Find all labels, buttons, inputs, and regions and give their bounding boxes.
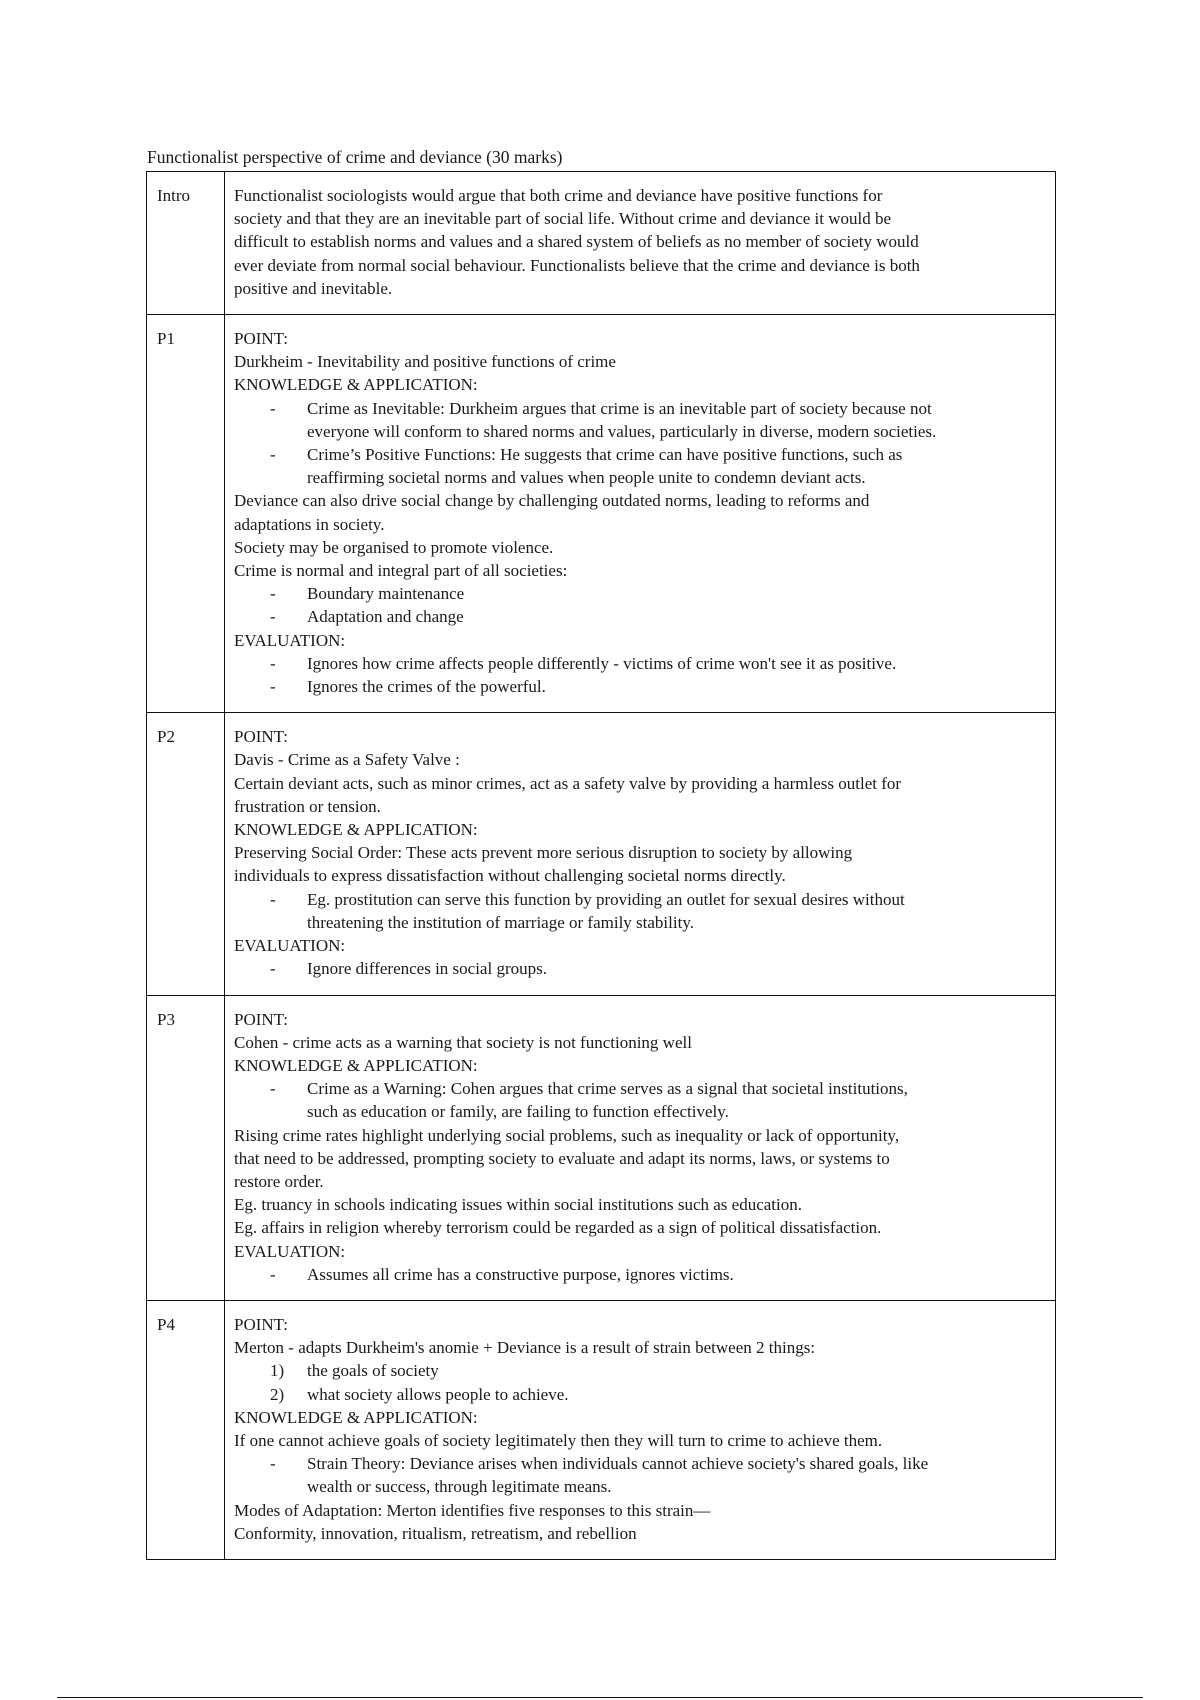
body-text: Crime is normal and integral part of all societies: (234, 561, 568, 581)
table-row-p3 (147, 995, 1056, 1300)
numbered-item-text: what society allows people to achieve. (307, 1384, 569, 1404)
section-heading: KNOWLEDGE & APPLICATION: (234, 375, 478, 395)
intro-text-line: positive and inevitable. (234, 278, 393, 298)
bullet-item: - Crime as Inevitable: Durkheim argues that crime is an inevitable part of society because not (234, 397, 1045, 420)
document-title: Functionalist perspective of crime and deviance (30 marks) (147, 147, 563, 167)
numbered-item (234, 1383, 1045, 1406)
body-text: Certain deviant acts, such as minor crimes, act as a safety valve by providing a harmless outlet for (234, 773, 902, 793)
body-text: Preserving Social Order: These acts prevent more serious disruption to society by allowing (234, 843, 853, 863)
numbered-item (234, 1359, 1045, 1382)
body-text: frustration or tension. (234, 796, 381, 816)
row-label: P1 (147, 315, 225, 713)
bullet-item: - Adaptation and change (234, 605, 1045, 628)
intro-text-line: ever deviate from normal social behaviour. Functionalists believe that the crime and deviance is both (234, 255, 920, 275)
body-text: individuals to express dissatisfaction without challenging societal norms directly. (234, 866, 786, 886)
point-text: Cohen - crime acts as a warning that society is not functioning well (234, 1032, 692, 1052)
bullet-continuation: everyone will conform to shared norms and values, particularly in diverse, modern societies. (307, 421, 937, 441)
bullet-continuation: reaffirming societal norms and values when people unite to condemn deviant acts. (307, 468, 866, 488)
body-text: Conformity, innovation, ritualism, retreatism, and rebellion (234, 1523, 637, 1543)
row-label: P2 (147, 713, 225, 995)
intro-text-line: Functionalist sociologists would argue that both crime and deviance have positive functions for (234, 186, 883, 205)
p4-cell (225, 1300, 1056, 1559)
section-heading: KNOWLEDGE & APPLICATION: (234, 1055, 478, 1075)
bullet-continuation: wealth or success, through legitimate means. (307, 1477, 612, 1497)
bullet-item: - Ignores how crime affects people differently - victims of crime won't see it as positive. (234, 652, 1045, 675)
list-number: 2) (270, 1384, 285, 1404)
numbered-item-text: the goals of society (307, 1361, 439, 1381)
section-heading: POINT: (234, 727, 288, 747)
essay-plan-table (146, 171, 1056, 1560)
bullet-continuation: such as education or family, are failing to function effectively. (307, 1102, 729, 1122)
section-heading: KNOWLEDGE & APPLICATION: (234, 1407, 478, 1427)
body-text: restore order. (234, 1171, 324, 1191)
intro-text-line: difficult to establish norms and values and a shared system of beliefs as no member of society would (234, 232, 919, 252)
section-heading: POINT: (234, 1314, 288, 1334)
body-text: Eg. truancy in schools indicating issues within social institutions such as education. (234, 1195, 803, 1215)
body-text: If one cannot achieve goals of society legitimately then they will turn to crime to achieve them. (234, 1430, 883, 1450)
section-heading: POINT: (234, 329, 288, 349)
row-label: Intro (147, 172, 225, 315)
bullet-item: - Eg. prostitution can serve this function by providing an outlet for sexual desires without (234, 888, 1045, 911)
bullet-item: - Crime’s Positive Functions: He suggests that crime can have positive functions, such as (234, 443, 1045, 466)
body-text: that need to be addressed, prompting society to evaluate and adapt its norms, laws, or systems to (234, 1148, 890, 1168)
p1-cell (225, 315, 1056, 713)
row-label: P3 (147, 995, 225, 1300)
table-row-intro (147, 172, 1056, 315)
intro-cell (225, 172, 1056, 315)
table-row-p2 (147, 713, 1056, 995)
bullet-item: - Assumes all crime has a constructive purpose, ignores victims. (234, 1263, 1045, 1286)
body-text: Deviance can also drive social change by challenging outdated norms, leading to reforms and (234, 491, 870, 511)
table-row-p1 (147, 315, 1056, 713)
bullet-item: - Crime as a Warning: Cohen argues that crime serves as a signal that societal institutions, (234, 1077, 1045, 1100)
bullet-item: - Ignore differences in social groups. (234, 957, 1045, 980)
page-bottom-rule (57, 1697, 1143, 1698)
section-heading: EVALUATION: (234, 1241, 346, 1261)
row-label: P4 (147, 1300, 225, 1559)
table-row-p4 (147, 1300, 1056, 1559)
bullet-item: - Strain Theory: Deviance arises when individuals cannot achieve society's shared goals, like (234, 1452, 1045, 1475)
bullet-continuation: threatening the institution of marriage or family stability. (307, 912, 694, 932)
body-text: Rising crime rates highlight underlying social problems, such as inequality or lack of opportunity, (234, 1125, 900, 1145)
body-text: Eg. affairs in religion whereby terrorism could be regarded as a sign of political dissatisfaction. (234, 1218, 882, 1238)
list-number: 1) (270, 1361, 285, 1381)
bullet-item: - Ignores the crimes of the powerful. (234, 675, 1045, 698)
section-heading: EVALUATION: (234, 630, 346, 650)
point-text: Davis - Crime as a Safety Valve : (234, 750, 460, 770)
body-text: Modes of Adaptation: Merton identifies five responses to this strain— (234, 1500, 711, 1520)
section-heading: KNOWLEDGE & APPLICATION: (234, 820, 478, 840)
p3-cell (225, 995, 1056, 1300)
section-heading: EVALUATION: (234, 936, 346, 956)
section-heading: POINT: (234, 1009, 288, 1029)
body-text: Society may be organised to promote violence. (234, 537, 554, 557)
p2-cell (225, 713, 1056, 995)
point-text: Merton - adapts Durkheim's anomie + Deviance is a result of strain between 2 things: (234, 1338, 816, 1358)
point-text: Durkheim - Inevitability and positive functions of crime (234, 352, 616, 372)
bullet-item: - Boundary maintenance (234, 582, 1045, 605)
body-text: adaptations in society. (234, 514, 385, 534)
intro-text-line: society and that they are an inevitable part of social life. Without crime and deviance it would be (234, 209, 892, 229)
